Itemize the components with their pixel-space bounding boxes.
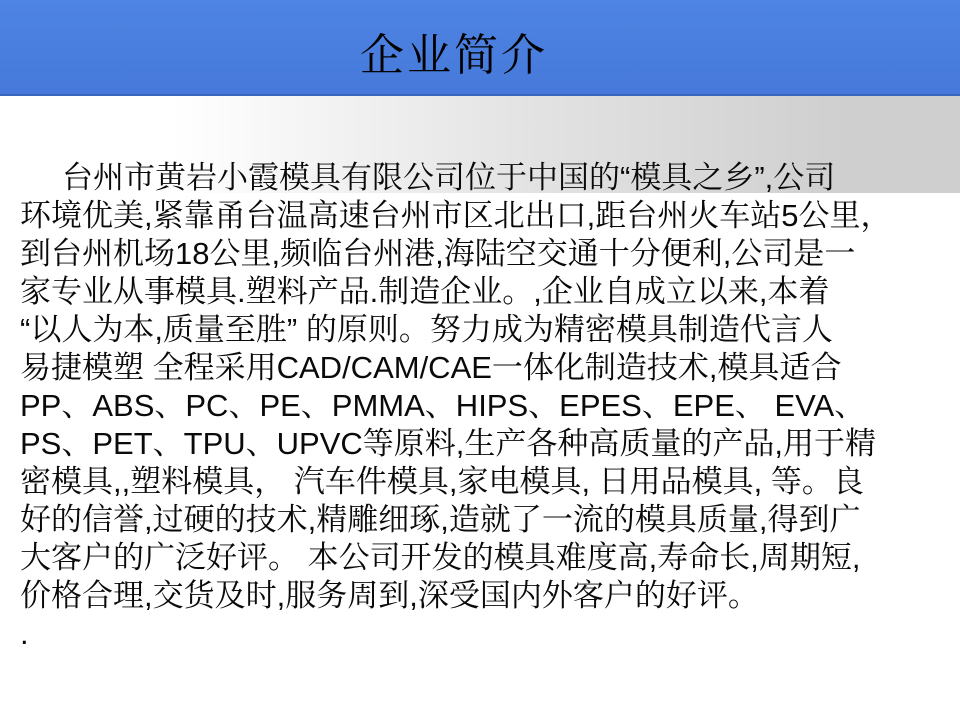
- body-line: 大客户的广泛好评。 本公司开发的模具难度高,寿命长,周期短,: [20, 540, 861, 575]
- body-line: 密模具,,塑料模具， 汽车件模具,家电模具, 日用品模具, 等。良: [20, 464, 864, 499]
- body-line: 价格合理,交货及时,服务周到,深受国内外客户的好评。: [20, 578, 759, 613]
- body-line: 到台州机场18公里,频临台州港,海陆空交通十分便利,公司是一: [20, 236, 856, 271]
- body-line: 台州市黄岩小霞模具有限公司位于中国的“模具之乡”,公司: [62, 160, 836, 195]
- body-line: .: [20, 616, 29, 651]
- title-banner: [0, 0, 960, 96]
- body-text: [20, 159, 942, 653]
- body-line: PS、PET、TPU、UPVC等原料,生产各种高质量的产品,用于精: [20, 426, 876, 461]
- body-line: “以人为本,质量至胜” 的原则。努力成为精密模具制造代言人: [20, 312, 833, 347]
- slide-title: 企业简介: [360, 30, 548, 81]
- body-line: 环境优美,紧靠甬台温高速台州市区北出口,距台州火车站5公里，: [20, 198, 892, 233]
- body-line: 家专业从事模具.塑料产品.制造企业。,企业自成立以来,本着: [20, 274, 830, 309]
- body-line: 好的信誉,过硬的技术,精雕细琢,造就了一流的模具质量,得到广: [20, 502, 861, 537]
- body-line: 易捷模塑 全程采用CAD/CAM/CAE一体化制造技术,模具适合: [20, 350, 842, 385]
- body-line: PP、ABS、PC、PE、PMMA、HIPS、EPES、EPE、 EVA、: [20, 388, 866, 423]
